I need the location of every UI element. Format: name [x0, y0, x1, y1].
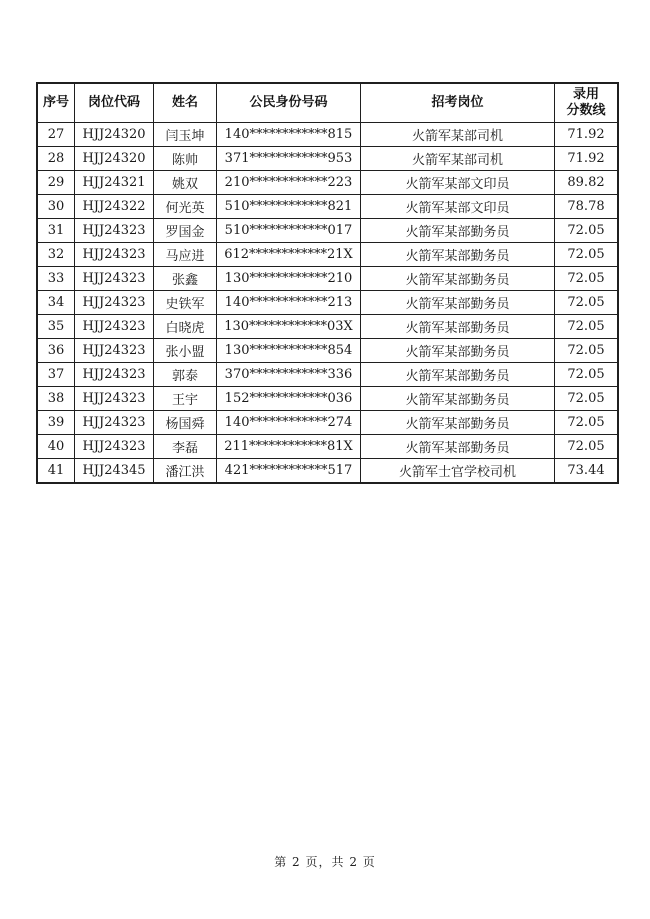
table-row	[37, 219, 618, 243]
column-header-line: 录用	[572, 87, 599, 102]
cell-position: 火箭军某部勤务员	[361, 411, 555, 435]
cell-name: 陈帅	[154, 147, 217, 171]
cell-id_number: 130************854	[217, 339, 361, 363]
cell-index: 27	[37, 123, 75, 147]
cell-index: 30	[37, 195, 75, 219]
cell-id_number: 612************21X	[217, 243, 361, 267]
cell-code: HJJ24323	[75, 315, 154, 339]
page-number-footer: 第 2 页，共 2 页	[274, 855, 376, 869]
cell-position: 火箭军某部勤务员	[361, 243, 555, 267]
cell-index: 39	[37, 411, 75, 435]
cell-name: 罗国金	[154, 219, 217, 243]
cell-code: HJJ24323	[75, 387, 154, 411]
table-row	[37, 243, 618, 267]
cell-score: 72.05	[555, 387, 619, 411]
cell-score: 72.05	[555, 315, 619, 339]
cell-id_number: 371************953	[217, 147, 361, 171]
cell-position: 火箭军某部司机	[361, 147, 555, 171]
cell-code: HJJ24323	[75, 435, 154, 459]
cell-id_number: 210************223	[217, 171, 361, 195]
cell-position: 火箭军某部勤务员	[361, 387, 555, 411]
column-header-index: 序号	[37, 83, 75, 123]
cell-position: 火箭军某部文印员	[361, 195, 555, 219]
cell-name: 马应进	[154, 243, 217, 267]
cell-position: 火箭军某部勤务员	[361, 339, 555, 363]
cell-id_number: 421************517	[217, 459, 361, 484]
cell-score: 72.05	[555, 267, 619, 291]
cell-code: HJJ24322	[75, 195, 154, 219]
cell-name: 张鑫	[154, 267, 217, 291]
cell-id_number: 370************336	[217, 363, 361, 387]
cell-code: HJJ24323	[75, 363, 154, 387]
table-row	[37, 123, 618, 147]
cell-position: 火箭军某部勤务员	[361, 435, 555, 459]
cell-code: HJJ24345	[75, 459, 154, 484]
cell-name: 姚双	[154, 171, 217, 195]
cell-code: HJJ24321	[75, 171, 154, 195]
cell-index: 41	[37, 459, 75, 484]
cell-code: HJJ24323	[75, 339, 154, 363]
cell-index: 40	[37, 435, 75, 459]
cell-id_number: 140************274	[217, 411, 361, 435]
cell-position: 火箭军某部勤务员	[361, 315, 555, 339]
table-row	[37, 315, 618, 339]
table-row	[37, 195, 618, 219]
cell-score: 73.44	[555, 459, 619, 484]
table-row	[37, 339, 618, 363]
table-header-row	[37, 83, 618, 123]
cell-position: 火箭军某部文印员	[361, 171, 555, 195]
cell-id_number: 140************213	[217, 291, 361, 315]
cell-id_number: 152************036	[217, 387, 361, 411]
cell-position: 火箭军某部勤务员	[361, 363, 555, 387]
cell-name: 张小盟	[154, 339, 217, 363]
cell-position: 火箭军某部勤务员	[361, 291, 555, 315]
cell-name: 李磊	[154, 435, 217, 459]
cell-index: 28	[37, 147, 75, 171]
table-row	[37, 147, 618, 171]
cell-score: 72.05	[555, 219, 619, 243]
cell-id_number: 510************017	[217, 219, 361, 243]
cell-id_number: 140************815	[217, 123, 361, 147]
cell-score: 72.05	[555, 291, 619, 315]
table-row	[37, 171, 618, 195]
cell-code: HJJ24323	[75, 243, 154, 267]
cell-score: 71.92	[555, 147, 619, 171]
cell-index: 34	[37, 291, 75, 315]
table-row	[37, 363, 618, 387]
cell-code: HJJ24323	[75, 267, 154, 291]
cell-index: 35	[37, 315, 75, 339]
column-header-line: 分数线	[566, 103, 606, 118]
cell-id_number: 211************81X	[217, 435, 361, 459]
cell-score: 72.05	[555, 363, 619, 387]
cell-id_number: 510************821	[217, 195, 361, 219]
cell-code: HJJ24323	[75, 219, 154, 243]
cell-code: HJJ24323	[75, 411, 154, 435]
cell-index: 36	[37, 339, 75, 363]
cell-score: 71.92	[555, 123, 619, 147]
column-header-id_number: 公民身份号码	[217, 83, 361, 123]
cell-index: 33	[37, 267, 75, 291]
cell-name: 史铁军	[154, 291, 217, 315]
cell-index: 37	[37, 363, 75, 387]
cell-id_number: 130************210	[217, 267, 361, 291]
table-row	[37, 411, 618, 435]
cell-position: 火箭军士官学校司机	[361, 459, 555, 484]
cell-name: 白晓虎	[154, 315, 217, 339]
cell-score: 72.05	[555, 243, 619, 267]
cell-name: 杨国舜	[154, 411, 217, 435]
cell-name: 郭泰	[154, 363, 217, 387]
cell-position: 火箭军某部司机	[361, 123, 555, 147]
table-head	[37, 83, 618, 123]
cell-code: HJJ24320	[75, 123, 154, 147]
cell-index: 29	[37, 171, 75, 195]
table-body	[37, 123, 618, 484]
table-row	[37, 291, 618, 315]
cell-score: 72.05	[555, 435, 619, 459]
cell-code: HJJ24320	[75, 147, 154, 171]
cell-index: 32	[37, 243, 75, 267]
column-header-position: 招考岗位	[361, 83, 555, 123]
cell-code: HJJ24323	[75, 291, 154, 315]
column-header-code: 岗位代码	[75, 83, 154, 123]
cell-name: 潘江洪	[154, 459, 217, 484]
cell-score: 89.82	[555, 171, 619, 195]
cell-score: 72.05	[555, 339, 619, 363]
cell-index: 31	[37, 219, 75, 243]
table-row	[37, 459, 618, 484]
cell-id_number: 130************03X	[217, 315, 361, 339]
cell-name: 何光英	[154, 195, 217, 219]
column-header-score	[555, 83, 619, 123]
cell-score: 72.05	[555, 411, 619, 435]
table-row	[37, 435, 618, 459]
cell-score: 78.78	[555, 195, 619, 219]
cell-position: 火箭军某部勤务员	[361, 267, 555, 291]
table-row	[37, 267, 618, 291]
cell-index: 38	[37, 387, 75, 411]
table-row	[37, 387, 618, 411]
cell-name: 王宇	[154, 387, 217, 411]
column-header-name: 姓名	[154, 83, 217, 123]
cell-name: 闫玉坤	[154, 123, 217, 147]
cell-position: 火箭军某部勤务员	[361, 219, 555, 243]
score-table	[36, 82, 619, 484]
